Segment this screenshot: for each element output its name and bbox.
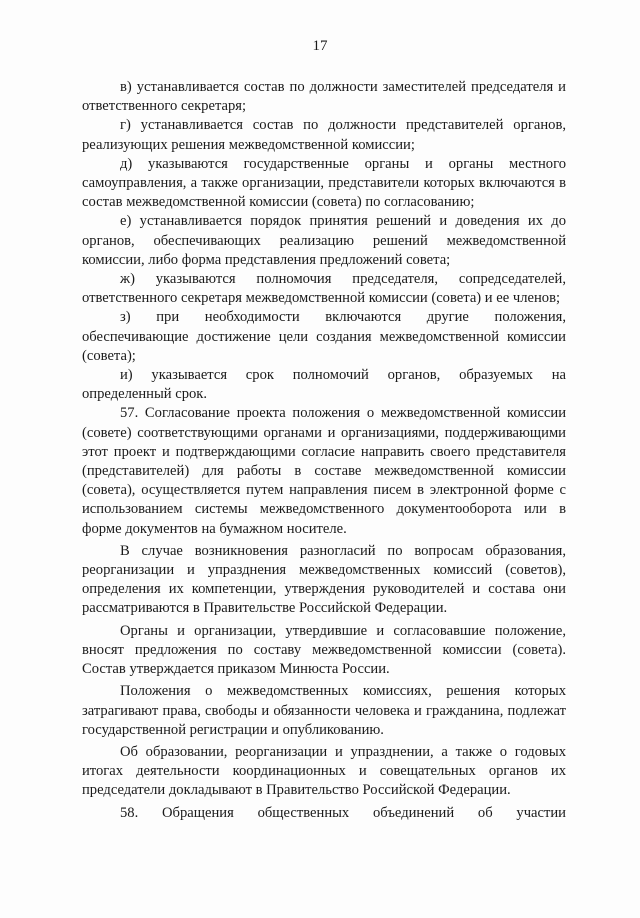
- document-body: [82, 78, 566, 823]
- paragraph-58: 58. Обращения общественных объединений об участии: [120, 804, 566, 821]
- paragraph-v: в) устанавливается состав по должности заместителей председателя и ответственного секретаря;: [82, 79, 566, 115]
- page-number: 17: [312, 38, 328, 54]
- paragraph-proposals: Органы и организации, утвердившие и согласовавшие положение, вносят предложения по составу межведомственной комиссии (совета). Состав утверждается приказом Минюста России.: [82, 622, 566, 678]
- paragraph-i: и) указывается срок полномочий органов, образуемых на определенный срок.: [82, 367, 566, 403]
- paragraph-g: г) устанавливается состав по должности представителей органов, реализующих решения межведомственной комиссии;: [82, 117, 566, 153]
- paragraph-disagreements: В случае возникновения разногласий по вопросам образования, реорганизации и упразднения межведомственных комиссий (советов), определения их компетенции, утверждения руководителей и состава они рассматриваются в Правительстве Российской Федерации.: [82, 542, 566, 617]
- paragraph-d: д) указываются государственные органы и органы местного самоуправления, а также организации, представители которых включаются в состав межведомственной комиссии (совета) по согласованию;: [82, 155, 566, 211]
- paragraph-annual-report: Об образовании, реорганизации и упразднении, а также о годовых итогах деятельности координационных и совещательных органов их председатели докладывают в Правительство Российской Федерации.: [82, 743, 566, 799]
- paragraph-e: е) устанавливается порядок принятия решений и доведения их до органов, обеспечивающих реализацию решений межведомственной комиссии, либо форма представления предложений совета;: [82, 213, 566, 268]
- paragraph-57: 57. Согласование проекта положения о межведомственной комиссии (совете) соответствующими органами и организациями, поддерживающими этот проект и подтверждающими согласие направить своего представителя (представителей) для работы в составе межведомственной комиссии (совета), осуществляется путем направления писем в электронной форме с использованием системы межведомственного документооборота или в форме документов на бумажном носителе.: [82, 405, 566, 537]
- paragraph-zh: ж) указываются полномочия председателя, сопредседателей, ответственного секретаря межведомственной комиссии (совета) и ее членов;: [82, 271, 566, 307]
- paragraph-registration: Положения о межведомственных комиссиях, решения которых затрагивают права, свободы и обязанности человека и гражданина, подлежат государственной регистрации и опубликованию.: [82, 683, 566, 738]
- paragraph-z: з) при необходимости включаются другие положения, обеспечивающие достижение цели создания межведомственной комиссии (совета);: [82, 309, 566, 364]
